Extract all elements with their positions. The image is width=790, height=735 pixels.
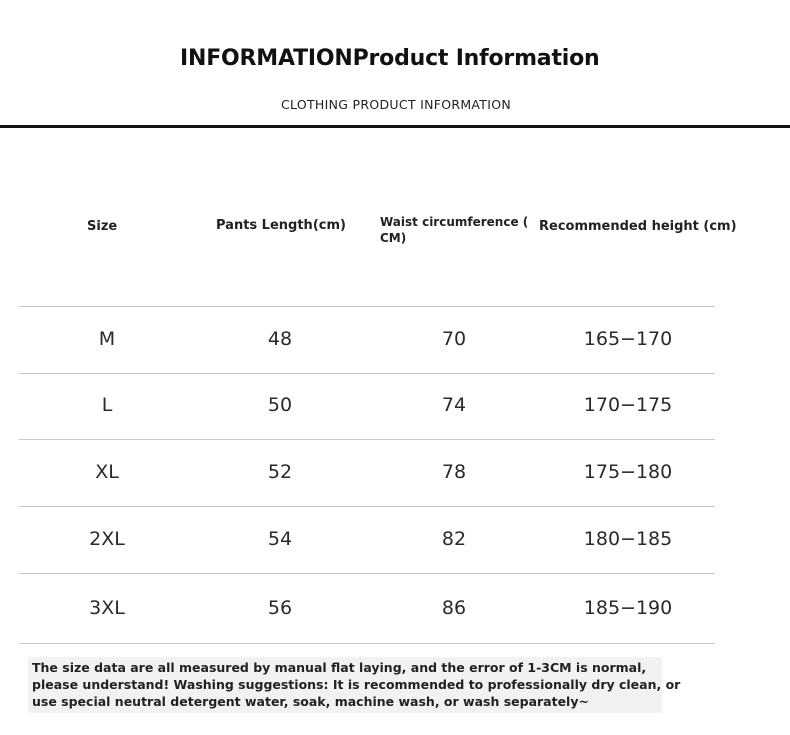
column-header-pants-length: Pants Length(cm) xyxy=(216,218,346,233)
care-note-line: The size data are all measured by manual flat laying, and the error of 1-3CM is normal, xyxy=(32,660,647,675)
row-divider xyxy=(19,506,715,507)
row-divider xyxy=(19,306,715,307)
cell-waist: 86 xyxy=(441,597,467,619)
column-header-waist-line2: CM) xyxy=(380,231,407,245)
cell-pants-length: 54 xyxy=(267,528,293,550)
cell-height: 185−190 xyxy=(583,597,673,619)
care-note xyxy=(28,657,681,713)
column-header-size: Size xyxy=(87,219,118,234)
row-divider xyxy=(19,573,715,574)
row-divider xyxy=(19,439,715,440)
column-header-waist xyxy=(380,214,530,246)
cell-pants-length: 56 xyxy=(267,597,293,619)
cell-height: 180−185 xyxy=(583,528,673,550)
cell-pants-length: 50 xyxy=(267,394,293,416)
cell-pants-length: 48 xyxy=(267,328,293,350)
cell-size: L xyxy=(101,394,113,416)
care-note-line: use special neutral detergent water, soak, machine wash, or wash separately~ xyxy=(32,694,589,709)
column-header-waist-line1: Waist circumference ( xyxy=(380,215,529,229)
cell-size: XL xyxy=(95,461,119,483)
row-divider xyxy=(19,643,715,644)
care-note-line: please understand! Washing suggestions: It is recommended to professionally dry clean, or xyxy=(32,677,681,692)
cell-size: 3XL xyxy=(89,597,125,619)
cell-height: 175−180 xyxy=(583,461,673,483)
cell-pants-length: 52 xyxy=(267,461,293,483)
header-divider xyxy=(0,125,790,128)
cell-waist: 74 xyxy=(441,394,467,416)
page-subtitle: CLOTHING PRODUCT INFORMATION xyxy=(281,97,512,112)
cell-waist: 78 xyxy=(441,461,467,483)
cell-height: 165−170 xyxy=(583,328,673,350)
cell-waist: 82 xyxy=(441,528,467,550)
cell-size: M xyxy=(98,328,116,350)
row-divider xyxy=(19,373,715,374)
cell-waist: 70 xyxy=(441,328,467,350)
column-header-recommended-height: Recommended height (cm) xyxy=(539,219,737,234)
cell-size: 2XL xyxy=(89,528,125,550)
cell-height: 170−175 xyxy=(583,394,673,416)
page-title: INFORMATIONProduct Information xyxy=(180,46,600,71)
